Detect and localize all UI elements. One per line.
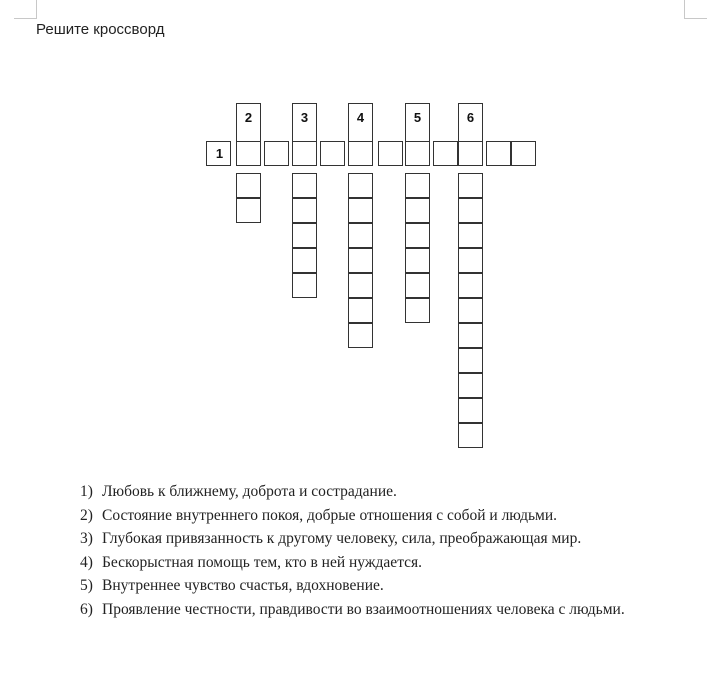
crossword-cell[interactable] [348,248,373,273]
clue-text: Внутреннее чувство счастья, вдохновение. [102,577,384,594]
crossword-cell[interactable] [458,398,483,423]
crossword-cell[interactable] [458,173,483,198]
clue-text: Любовь к ближнему, доброта и сострадание. [102,483,397,500]
crossword-cell[interactable] [405,248,430,273]
crossword-cell[interactable] [405,298,430,323]
clue-text: Проявление честности, правдивости во взаимоотношениях человека с людьми. [102,600,625,618]
clue-number-4: 4 [356,110,365,125]
clue-item [80,527,660,551]
crossword-cell[interactable] [236,141,261,166]
clue-text: Состояние внутреннего покоя, добрые отношения с собой и людьми. [102,506,558,524]
clue-number: 3) [80,530,93,547]
crossword-cell[interactable] [405,141,430,166]
clue-number-2: 2 [244,110,253,125]
clue-item [80,574,660,598]
page-title: Решите кроссворд [36,21,165,38]
crossword-cell[interactable] [236,198,261,223]
crossword-cell[interactable] [458,348,483,373]
crossword-cell[interactable] [292,248,317,273]
clue-number-1: 1 [215,146,224,161]
crossword-cell[interactable] [405,198,430,223]
crossword-cell[interactable] [458,298,483,323]
clue-number-3: 3 [300,110,309,125]
clue-number: 1) [80,483,93,500]
crossword-cell[interactable] [348,223,373,248]
crossword-cell[interactable] [458,198,483,223]
clue-item [80,480,660,504]
crossword-cell[interactable] [292,198,317,223]
crossword-cell[interactable] [405,223,430,248]
clue-text: Бескорыстная помощь тем, кто в ней нуждается. [102,553,423,571]
crossword-cell[interactable] [292,141,317,166]
crossword-cell[interactable] [458,423,483,448]
crossword-cell[interactable] [405,273,430,298]
crossword-cell[interactable] [458,273,483,298]
clue-number-6: 6 [466,110,475,125]
crossword-cell[interactable] [292,223,317,248]
clue-number: 5) [80,577,93,594]
clue-text: Глубокая привязанность к другому человеку, сила, преображающая мир. [102,530,582,547]
crossword-cell[interactable] [486,141,511,166]
crossword-cell[interactable] [458,141,483,166]
crossword-cell[interactable] [405,173,430,198]
crossword-cell[interactable] [320,141,345,166]
crossword-cell[interactable] [264,141,289,166]
crossword-cell[interactable] [348,198,373,223]
crossword-cell[interactable] [236,173,261,198]
crossword-cell[interactable] [458,223,483,248]
crossword-cell[interactable] [458,248,483,273]
clue-number: 2) [80,506,93,524]
crossword-cell[interactable] [348,323,373,348]
crossword-cell[interactable] [348,173,373,198]
crossword-cell[interactable] [348,273,373,298]
crossword-cell[interactable] [378,141,403,166]
crossword-cell[interactable] [458,323,483,348]
crossword-cell[interactable] [348,141,373,166]
crossword-cell[interactable] [433,141,458,166]
clue-item [80,598,660,622]
crossword-cell[interactable] [292,173,317,198]
clue-item [80,551,660,575]
crossword-cell[interactable] [458,373,483,398]
clue-number-5: 5 [413,110,422,125]
crossword-cell[interactable] [292,273,317,298]
clue-number: 4) [80,553,93,571]
crossword-cell[interactable] [348,298,373,323]
clue-list [80,480,660,621]
clue-number: 6) [80,600,93,618]
crossword-cell[interactable] [511,141,536,166]
clue-item [80,504,660,528]
